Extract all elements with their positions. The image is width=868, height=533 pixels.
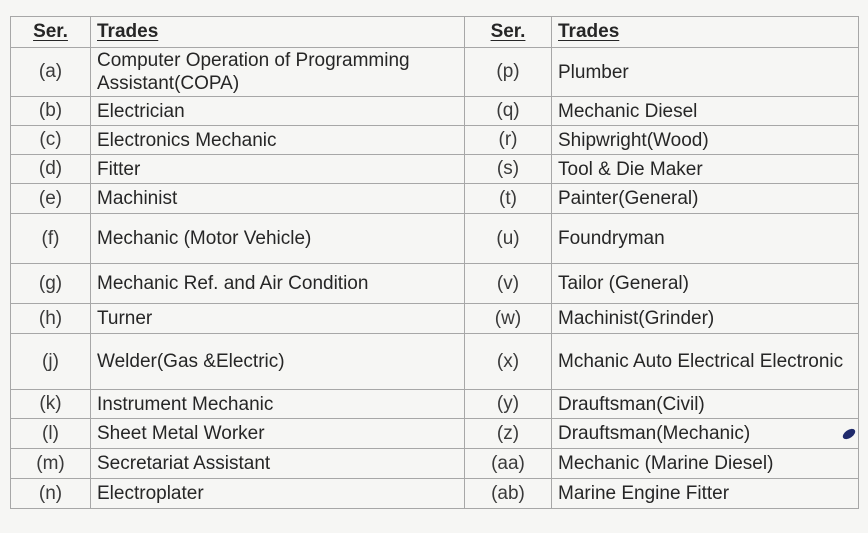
left-ser-cell: (g)	[11, 264, 91, 304]
right-ser-cell: (t)	[465, 184, 552, 214]
right-ser-cell: (q)	[465, 97, 552, 126]
left-ser-cell: (e)	[11, 184, 91, 214]
header-ser-right: Ser.	[465, 17, 552, 48]
table-row	[11, 48, 859, 97]
left-trade-cell: Electrician	[91, 97, 465, 126]
right-trade-cell: Mchanic Auto Electrical Electronic	[552, 334, 859, 390]
right-trade-cell: Tailor (General)	[552, 264, 859, 304]
left-trade-cell: Computer Operation of Programming Assistant(COPA)	[91, 48, 465, 97]
left-ser-cell: (l)	[11, 419, 91, 449]
table-row	[11, 390, 859, 419]
left-ser-cell: (h)	[11, 304, 91, 334]
table-row	[11, 126, 859, 155]
header-trades-right: Trades	[552, 17, 859, 48]
right-ser-cell: (y)	[465, 390, 552, 419]
left-ser-cell: (d)	[11, 155, 91, 184]
right-trade-cell: Foundryman	[552, 214, 859, 264]
left-ser-cell: (k)	[11, 390, 91, 419]
left-ser-cell: (m)	[11, 449, 91, 479]
table-row	[11, 155, 859, 184]
right-trade-cell: Marine Engine Fitter	[552, 479, 859, 509]
table-row	[11, 97, 859, 126]
right-ser-cell: (z)	[465, 419, 552, 449]
right-trade-cell: Drauftsman(Mechanic)	[552, 419, 859, 449]
right-ser-cell: (p)	[465, 48, 552, 97]
left-trade-cell: Secretariat Assistant	[91, 449, 465, 479]
left-ser-cell: (b)	[11, 97, 91, 126]
table-row	[11, 334, 859, 390]
left-trade-cell: Sheet Metal Worker	[91, 419, 465, 449]
header-ser-left: Ser.	[11, 17, 91, 48]
right-trade-cell: Mechanic (Marine Diesel)	[552, 449, 859, 479]
left-trade-cell: Instrument Mechanic	[91, 390, 465, 419]
left-ser-cell: (j)	[11, 334, 91, 390]
left-trade-cell: Welder(Gas &Electric)	[91, 334, 465, 390]
right-trade-cell: Shipwright(Wood)	[552, 126, 859, 155]
right-ser-cell: (s)	[465, 155, 552, 184]
right-trade-cell: Painter(General)	[552, 184, 859, 214]
table-row	[11, 449, 859, 479]
left-trade-cell: Mechanic (Motor Vehicle)	[91, 214, 465, 264]
right-trade-cell: Machinist(Grinder)	[552, 304, 859, 334]
left-ser-cell: (c)	[11, 126, 91, 155]
left-trade-cell: Mechanic Ref. and Air Condition	[91, 264, 465, 304]
left-ser-cell: (f)	[11, 214, 91, 264]
table-row	[11, 214, 859, 264]
trades-table	[10, 16, 859, 509]
right-ser-cell: (v)	[465, 264, 552, 304]
right-trade-cell: Tool & Die Maker	[552, 155, 859, 184]
right-ser-cell: (aa)	[465, 449, 552, 479]
header-row	[11, 17, 859, 48]
left-trade-cell: Electronics Mechanic	[91, 126, 465, 155]
right-ser-cell: (r)	[465, 126, 552, 155]
right-trade-cell: Mechanic Diesel	[552, 97, 859, 126]
header-trades-left: Trades	[91, 17, 465, 48]
left-trade-cell: Fitter	[91, 155, 465, 184]
right-ser-cell: (u)	[465, 214, 552, 264]
table-row	[11, 419, 859, 449]
right-ser-cell: (x)	[465, 334, 552, 390]
table-row	[11, 184, 859, 214]
right-trade-cell: Drauftsman(Civil)	[552, 390, 859, 419]
left-ser-cell: (a)	[11, 48, 91, 97]
left-trade-cell: Turner	[91, 304, 465, 334]
left-trade-cell: Machinist	[91, 184, 465, 214]
right-ser-cell: (w)	[465, 304, 552, 334]
table-row	[11, 304, 859, 334]
right-ser-cell: (ab)	[465, 479, 552, 509]
right-trade-cell: Plumber	[552, 48, 859, 97]
table-row	[11, 264, 859, 304]
left-ser-cell: (n)	[11, 479, 91, 509]
left-trade-cell: Electroplater	[91, 479, 465, 509]
table-row	[11, 479, 859, 509]
